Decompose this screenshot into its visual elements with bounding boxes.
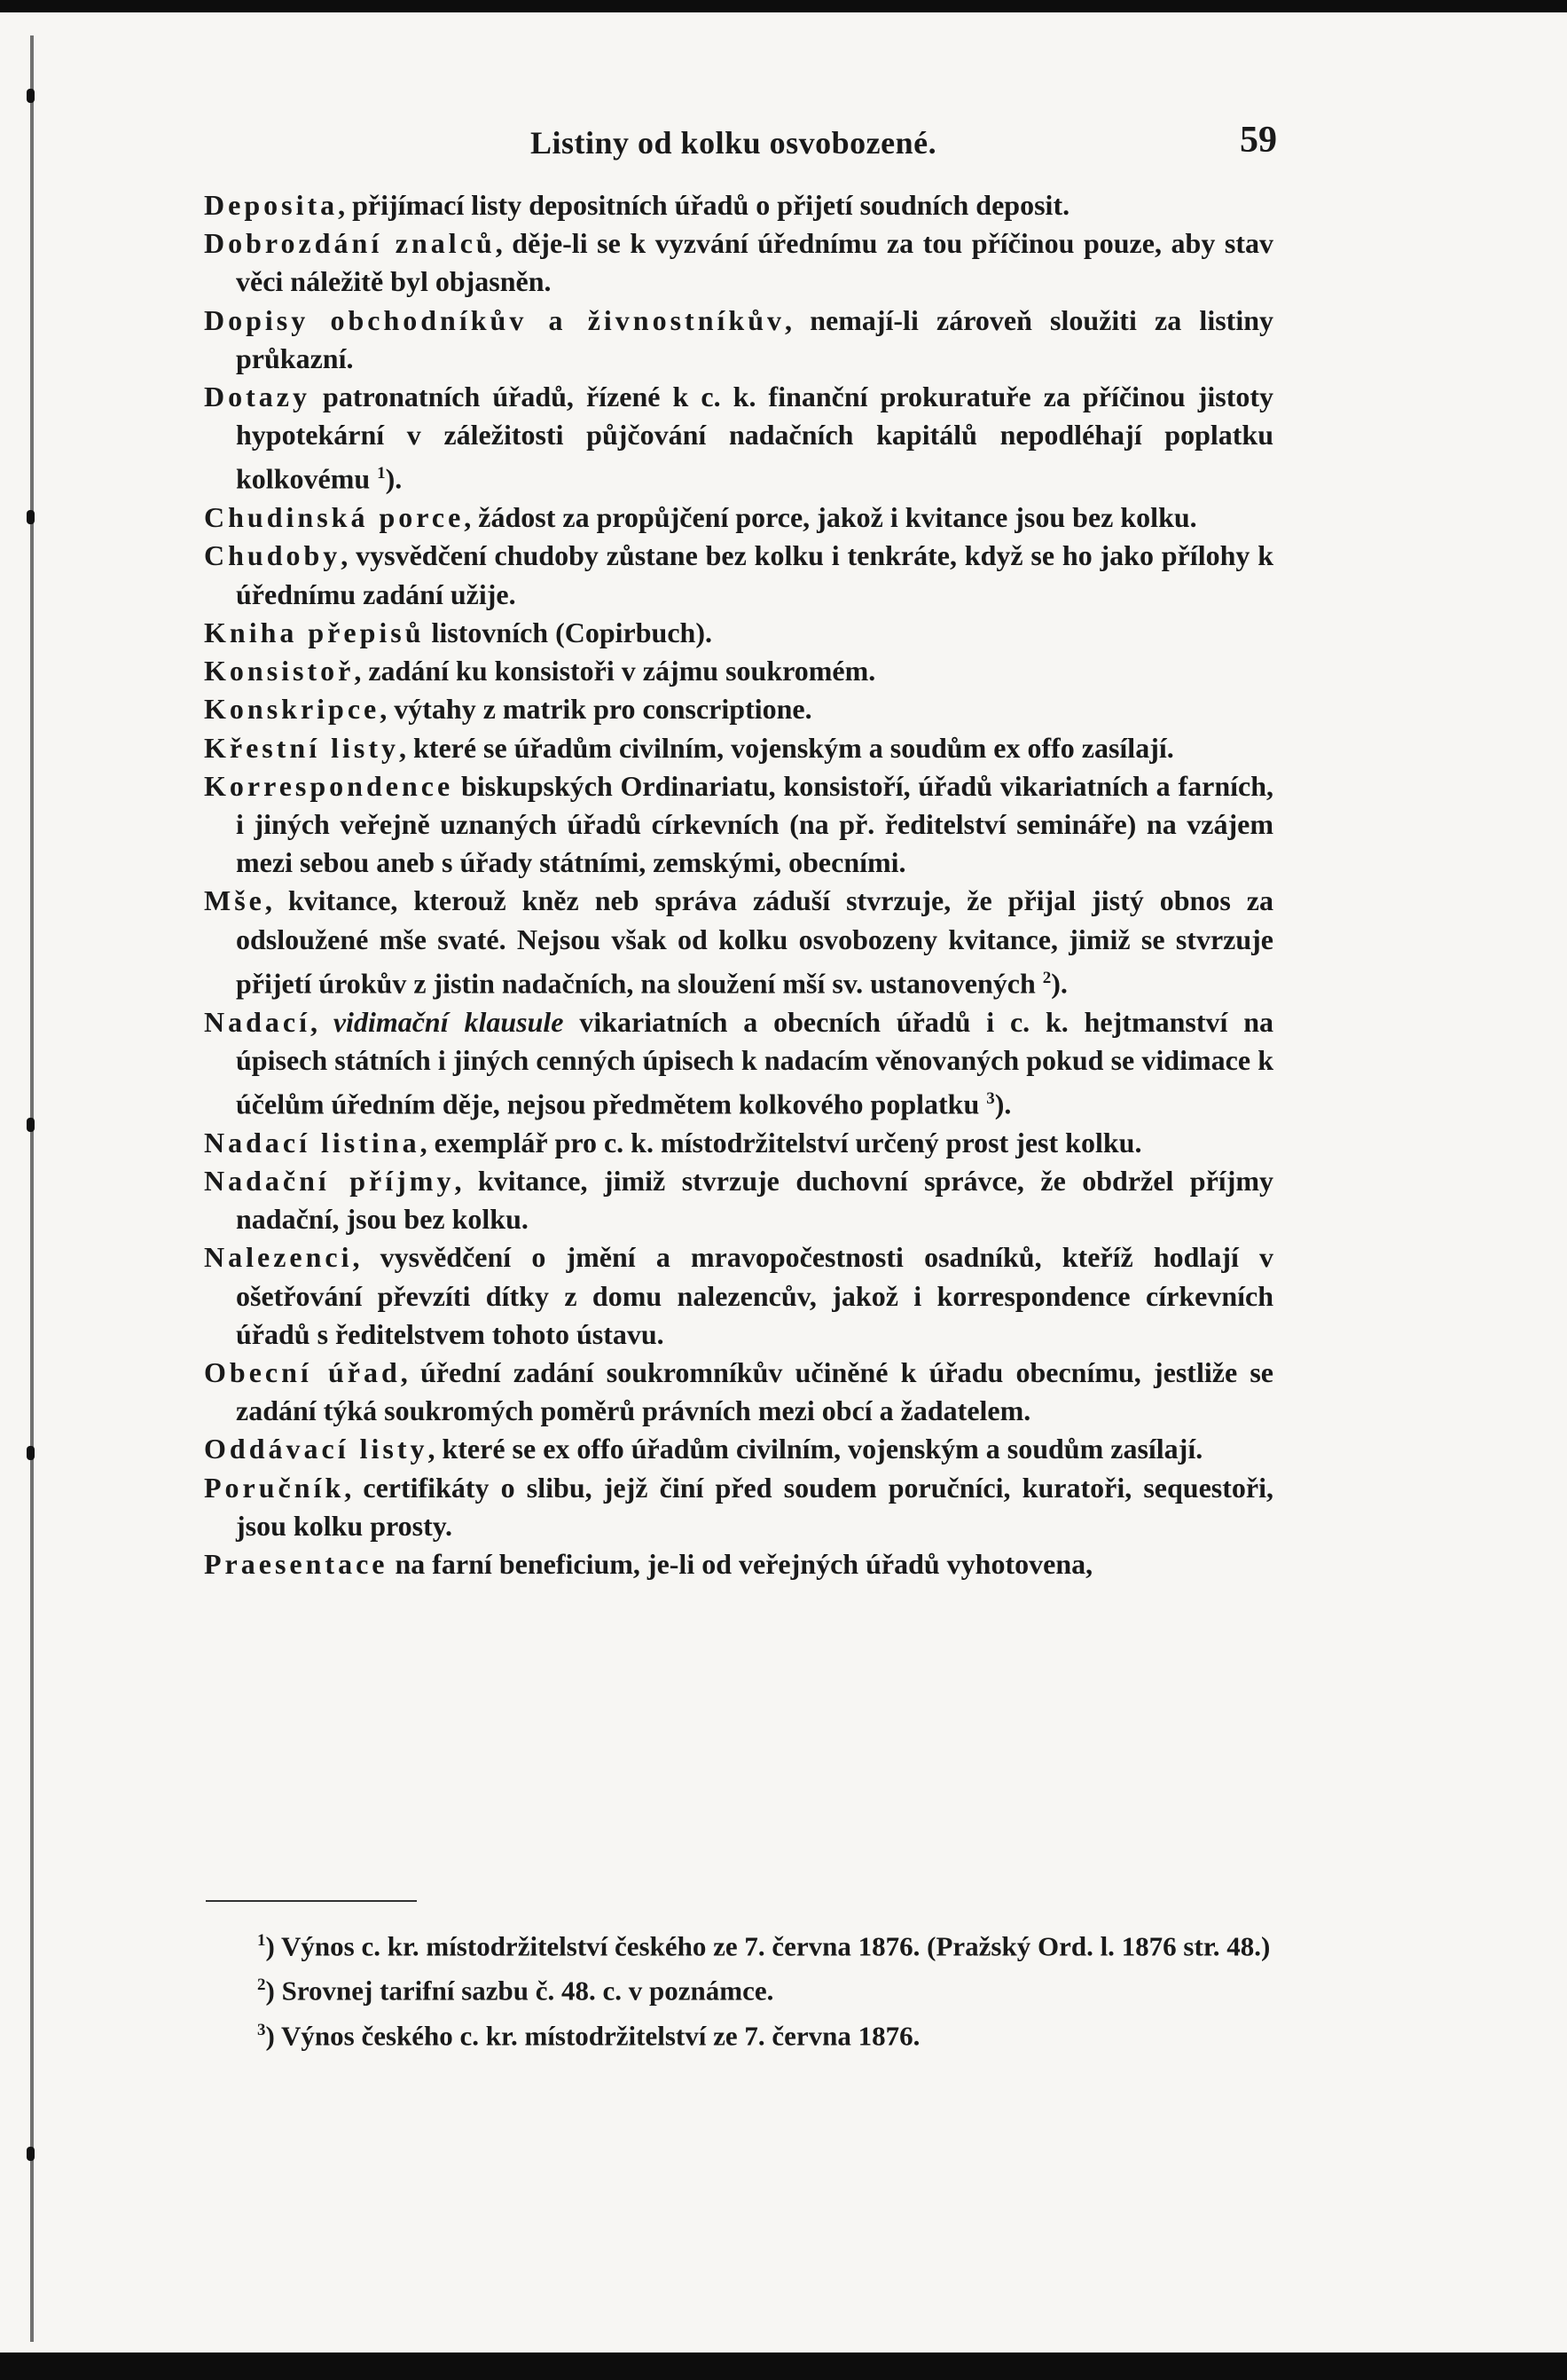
- entry-term: Chudinská porce: [204, 501, 465, 534]
- entry-text: , úřední zadání soukromníkův učiněné k úřadu obecnímu, jestliže se zadání týká soukromých poměrů právních mezi obcí a žadatelem.: [236, 1356, 1274, 1427]
- entry-text: listovních (Copirbuch).: [424, 616, 712, 648]
- entry-text: biskupských Ordinariatu, konsistoří, úřadů vikariatních a farních, i jiných veřejně uznaných úřadů církevních (na př. ředitelství semináře) na vzájem mezi sebou aneb s úřady státními, zemskými, obecními.: [236, 769, 1273, 879]
- footnote-marker: 1: [257, 1931, 266, 1950]
- entry-nadacni-prijmy: [204, 1162, 1273, 1238]
- entry-text: , přijímací listy depositních úřadů o přijetí soudních deposit.: [338, 189, 1070, 221]
- entry-text: , zadání ku konsistoři v zájmu soukromém.: [354, 655, 876, 687]
- footnote-1: [257, 1921, 1275, 1966]
- footnote-3: [257, 2011, 1275, 2055]
- entry-text: patronatních úřadů, řízené k c. k. finanční prokuratuře za příčinou jistoty hypotekární v záležitosti půjčování nadačních kapitálů nepodléhají poplatku kolkovému: [236, 381, 1273, 496]
- entry-text: vikariatních a obecních úřadů i c. k. hejtmanství na úpisech státních i jiných cenných úpisech k nadacím věnovaných pokud se vidimace k účelům úředním děje, nejsou předmětem kolkového poplatku: [236, 1005, 1274, 1120]
- page-number: 59: [1240, 120, 1277, 161]
- footnote-ref: 1: [377, 464, 386, 483]
- entry-dotazy: [204, 378, 1273, 499]
- entry-term: Křestní listy: [204, 731, 399, 764]
- entry-kniha-prepisu: [204, 614, 1273, 652]
- footnote-2: [257, 1966, 1275, 2010]
- entry-text: , výtahy z matrik pro conscriptione.: [380, 693, 812, 726]
- entry-text: , děje-li se k vyzvání úřednímu za tou příčinou pouze, aby stav věci náležitě byl objasněn.: [236, 227, 1274, 298]
- entry-text: , exemplář pro c. k. místodržitelství určený prost jest kolku.: [419, 1126, 1142, 1159]
- binding-mark: [27, 2147, 35, 2161]
- entry-mse: [204, 882, 1273, 1002]
- entry-list: [204, 186, 1273, 1583]
- entry-term: Nalezenci: [204, 1241, 353, 1274]
- entry-text: na farní beneficium, je-li od veřejných úřadů vyhotovena,: [388, 1548, 1093, 1581]
- entry-term: Praesentace: [204, 1548, 388, 1581]
- entry-term: Korrespondence: [204, 769, 454, 802]
- scan-edge-bottom: [0, 2353, 1567, 2380]
- entry-text: , certifikáty o slibu, jejž činí před soudem poručníci, kuratoři, sequestoři, jsou kolku prosty.: [236, 1471, 1273, 1542]
- entry-term: Nadační příjmy: [204, 1165, 455, 1198]
- entry-konskripce: [204, 690, 1273, 728]
- footnote-ref: 3: [986, 1088, 995, 1108]
- entry-nalezenci: [204, 1238, 1273, 1354]
- entry-term: Nadací listina: [204, 1126, 420, 1159]
- entry-term: Chudoby: [204, 539, 341, 572]
- entry-term: Dobrozdání znalců: [204, 227, 496, 260]
- running-title: Listiny od kolku osvobozené.: [530, 125, 937, 161]
- entry-text: , vysvědčení chudoby zůstane bez kolku i tenkráte, když se ho jako přílohy k úřednímu zadání užije.: [236, 539, 1273, 610]
- binding-edge: [30, 35, 34, 2342]
- page-header: [204, 120, 1277, 169]
- entry-konsistor: [204, 652, 1273, 690]
- entry-term: Deposita: [204, 189, 339, 221]
- entry-text: , které se úřadům civilním, vojenským a soudům ex offo zasílají.: [398, 731, 1174, 764]
- entry-tail: ).: [994, 1088, 1012, 1120]
- entry-tail: ).: [1051, 967, 1068, 1000]
- entry-chudinska-porce: [204, 499, 1273, 537]
- binding-mark: [27, 1446, 35, 1460]
- footnote-text: ) Srovnej tarifní sazbu č. 48. c. v poznámce.: [265, 1975, 774, 2007]
- footnote-text: ) Výnos českého c. kr. místodržitelství ze 7. června 1876.: [265, 2019, 921, 2051]
- entry-term: Konskripce: [204, 693, 380, 726]
- footnote-ref: 2: [1042, 968, 1052, 987]
- binding-mark: [27, 510, 35, 524]
- entry-text: , žádost za propůjčení porce, jakož i kvitance jsou bez kolku.: [464, 501, 1197, 534]
- entry-obecni-urad: [204, 1354, 1273, 1430]
- footnote-marker: 2: [257, 1975, 266, 1995]
- entry-text: , nemají-li zároveň sloužiti za listiny průkazní.: [236, 303, 1274, 374]
- entry-term: Mše: [204, 884, 265, 917]
- entry-term: Dopisy obchodníkův a živnostníkův: [204, 303, 785, 336]
- entry-term: Poručník: [204, 1471, 345, 1504]
- entry-term: Dotazy: [204, 381, 310, 413]
- entry-oddavaci-listy: [204, 1430, 1273, 1468]
- entry-text: , které se ex offo úřadům civilním, vojenským a soudům zasílají.: [427, 1433, 1203, 1465]
- entry-tail: ).: [385, 463, 403, 496]
- entry-chudoby: [204, 537, 1273, 613]
- entry-porucnik: [204, 1469, 1273, 1545]
- footnote-text: ) Výnos c. kr. místodržitelství českého ze 7. června 1876. (Pražský Ord. l. 1876 str. 48.): [265, 1930, 1271, 1962]
- entry-praesentace: [204, 1545, 1273, 1583]
- entry-term: Oddávací listy: [204, 1433, 428, 1465]
- entry-korrespondence: [204, 767, 1273, 883]
- entry-italic-term: vidimační klausule: [333, 1005, 564, 1038]
- footnotes: [257, 1921, 1275, 2055]
- binding-mark: [27, 1118, 35, 1132]
- scan-edge-top: [0, 0, 1567, 12]
- entry-term: Konsistoř: [204, 655, 355, 687]
- entry-dobrozdani: [204, 224, 1273, 301]
- entry-term: Kniha přepisů: [204, 616, 425, 648]
- entry-text: , vysvědčení o jmění a mravopočestnosti osadníků, kteříž hodlají v ošetřování převzíti dítky z domu nalezencův, jakož i korrespondence církevních úřadů s ředitelstvem tohoto ústavu.: [236, 1241, 1273, 1350]
- entry-dopisy: [204, 302, 1273, 378]
- footnote-marker: 3: [257, 2020, 266, 2039]
- entry-nadaci-listina: [204, 1124, 1273, 1162]
- entry-term: Obecní úřad: [204, 1356, 401, 1389]
- entry-nadaci: Nadací, vidimační klausule vikariatních a obecních úřadů i c. k. hejtmanství na úpisech státních i jiných cenných úpisech k nadacím věnovaných pokud se vidimace k účelům úředním děje, nejsou předmětem kolkového poplatku $^3$).: [204, 1005, 1274, 1120]
- entry-text: , kvitance, jimiž stvrzuje duchovní správce, že obdržel příjmy nadační, jsou bez kolku.: [236, 1165, 1274, 1236]
- entry-krestni-listy: [204, 729, 1273, 767]
- entry-term: Nadací: [204, 1005, 310, 1038]
- entry-deposita: [204, 186, 1273, 224]
- footnote-separator: [206, 1900, 417, 1902]
- binding-mark: [27, 89, 35, 103]
- entry-text: , kvitance, kterouž kněz neb správa záduší stvrzuje, že přijal jistý obnos za odsloužené mše svaté. Nejsou však od kolku osvobozeny kvitance, jimiž se stvrzuje přijetí úrokův z jistin nadačních, na sloužení mší sv. ustanovených: [236, 884, 1273, 1000]
